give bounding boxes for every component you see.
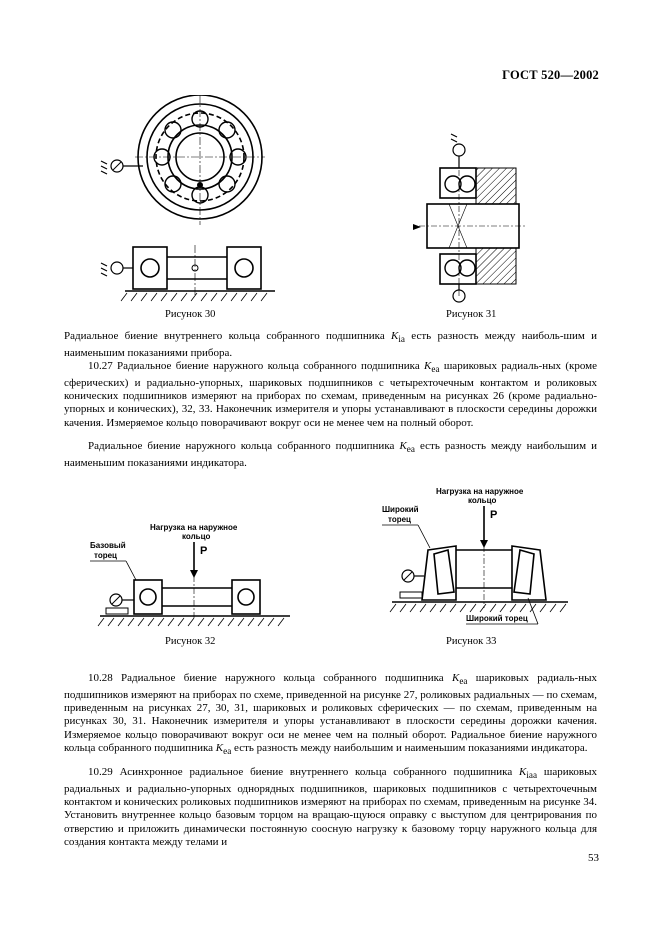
symbol: K bbox=[452, 672, 460, 684]
page-number: 53 bbox=[588, 852, 599, 864]
symbol-subscript: ia bbox=[398, 334, 405, 345]
text-segment: Радиальное биение наружного кольца собранного подшипника bbox=[88, 440, 400, 452]
text-segment: есть разность между наибольшим и наименьшим показаниями индикатора. bbox=[64, 440, 597, 469]
text-segment: шариковых радиаль-ных подшипников измеряют на приборах по схеме, приведенной на рисунке 27, роликовых радиальных — по схемам, приведенным на рисунках 27, 30, 31, шариковых и роликовых сферических — по схемам, приведенным на рисунках 30, 31. Наконечник измерителя и упоры устанавливают в плоскости середины дорожки качения. Измеряемое кольцо поворачивают вокруг оси не менее чем на полный оборот. Радиальное биение наружного кольца собранного подшипника bbox=[64, 672, 597, 755]
symbol: K bbox=[391, 330, 399, 342]
text-segment: шариковых радиаль-ных (кроме сферических) и радиально-упорных, шариковых подшипников с четырехточечным контактом и роликовых конических подшипников измеряют на приборах по схемам, приведенным на рисунках 26 (кроме радиально-упорных и конических), 32, 33. Наконечник измерителя и упоры устанавливают в плоскости середины дорожки качения. Измеряемое кольцо поворачивают вокруг оси не менее чем на полный оборот. bbox=[64, 360, 597, 429]
symbol: K bbox=[399, 440, 407, 452]
fig32-load-label-line2: кольцо bbox=[182, 532, 211, 541]
text-segment: 10.29 Асинхронное радиальное биение внутреннего кольца собранного подшипника bbox=[88, 766, 520, 778]
figure-31-drawing bbox=[405, 128, 535, 306]
symbol-subscript: ea bbox=[459, 676, 468, 687]
paragraph-radial-runout-inner-definition bbox=[64, 330, 597, 360]
paragraph-radial-runout-outer-definition bbox=[64, 440, 597, 470]
fig33-load-label-line2: кольцо bbox=[468, 496, 497, 505]
figure-31-caption: Рисунок 31 bbox=[446, 309, 497, 320]
fig33-wide-face-bottom: Широкий торец bbox=[466, 614, 528, 623]
fig33-force-label: P bbox=[490, 509, 498, 521]
figure-33-drawing bbox=[378, 484, 578, 629]
text-segment: есть разность между наибольшим и наименьшим показаниями индикатора. bbox=[231, 742, 588, 755]
figure-33-caption: Рисунок 33 bbox=[446, 636, 497, 647]
figure-32-caption: Рисунок 32 bbox=[165, 636, 216, 647]
fig33-load-label-line1: Нагрузка на наружное bbox=[436, 487, 524, 496]
fig32-base-face-line2: торец bbox=[94, 551, 117, 560]
symbol-subscript: ea bbox=[406, 444, 415, 455]
text-segment: есть разность между наиболь-шим и наименьшим показаниями прибора. bbox=[64, 330, 597, 359]
paragraph-10-28 bbox=[64, 672, 597, 759]
symbol-subscript: iaa bbox=[526, 770, 538, 781]
fig33-wide-face-top-line1: Широкий bbox=[382, 505, 419, 514]
symbol-subscript: ea bbox=[223, 746, 232, 757]
figure-30-caption: Рисунок 30 bbox=[165, 309, 216, 320]
text-segment: шариковых радиальных и радиально-упорных однорядных подшипников, шариковых подшипников с четырехточечным контактом и конических роликовых подшипников измеряют на приборах по схемам, приведенным на рисунке 34. Установить внутреннее кольцо базовым торцом на вращаю-щуюся оправку с выступом для центрирования по отверстию и приложить динамически постоянную соосную нагрузку к базовому торцу наружного кольца для создания контакта между телами и bbox=[64, 766, 597, 849]
text-segment: 10.28 Радиальное биение наружного кольца собранного подшипника bbox=[88, 672, 452, 684]
fig32-load-label-line1: Нагрузка на наружное bbox=[150, 523, 238, 532]
text-segment: Радиальное биение внутреннего кольца собранного подшипника bbox=[64, 330, 392, 342]
paragraph-10-29 bbox=[64, 766, 597, 850]
symbol: K bbox=[424, 360, 432, 372]
fig33-wide-face-top-line2: торец bbox=[388, 515, 411, 524]
figure-30-drawing bbox=[95, 95, 295, 305]
figure-32-drawing bbox=[90, 518, 300, 628]
fig32-force-label: P bbox=[200, 545, 208, 557]
paragraph-10-27 bbox=[64, 360, 597, 430]
symbol: K bbox=[215, 742, 224, 755]
symbol: K bbox=[519, 766, 527, 778]
document-header: ГОСТ 520—2002 bbox=[502, 68, 599, 82]
fig32-base-face-line1: Базовый bbox=[90, 541, 126, 550]
symbol-subscript: ea bbox=[431, 364, 440, 375]
text-segment: 10.27 Радиальное биение наружного кольца собранного подшипника bbox=[88, 360, 425, 372]
